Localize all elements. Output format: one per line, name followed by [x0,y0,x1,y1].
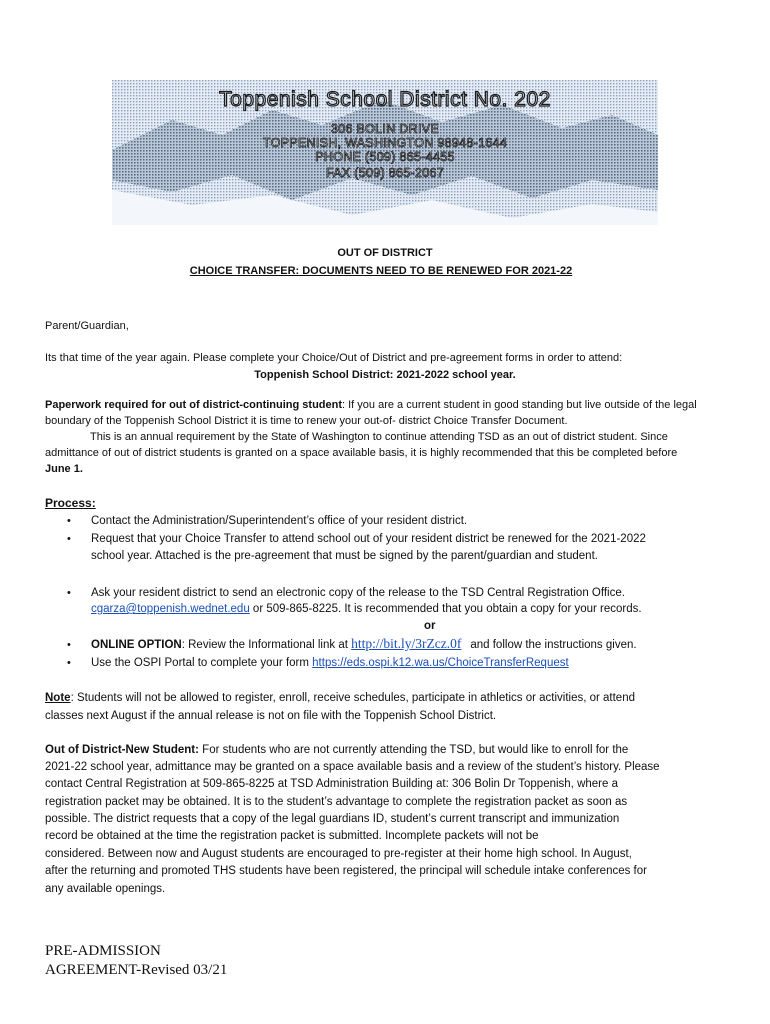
new-student-line8: after the returning and promoted THS students have been registered, the principal will schedule intake conferences for [45,865,647,877]
new-student-line6: record be obtained at the time the registration packet is submitted. Incomplete packets will not be [45,830,539,842]
bullet-icon: • [67,533,71,545]
continuing-label: Paperwork required for out of district-continuing student [45,399,343,411]
new-student-line4: registration packet may be obtained. It is to the student’s advantage to complete the registration packet as soon as [45,796,628,808]
new-student-text: For students who are not currently attending the TSD, but would like to enroll for the [198,744,629,756]
heading-line1: OUT OF DISTRICT [337,247,433,259]
online-option-label: ONLINE OPTION [91,639,182,651]
email-link[interactable]: cgarza@toppenish.wednet.edu [91,603,250,615]
new-student-line9: any available openings. [45,883,166,895]
footer-line2: AGREEMENT-Revised 03/21 [45,962,228,978]
new-student-line2: 2021-22 school year, admittance may be granted on a space available basis and a review of the student’s history. Please [45,761,660,773]
new-student-label: Out of District-New Student: [45,744,199,756]
note-text: : Students will not be allowed to register, enroll, receive schedules, participate in athletics or activities, or attend [70,692,635,704]
district-address-street: 306 BOLIN DRIVE [330,122,439,136]
process-item3-rest: or 509-865-8225. It is recommended that you obtain a copy for your records. [249,603,642,615]
greeting: Parent/Guardian, [45,320,129,332]
letterhead [112,80,658,225]
ospi-portal-link[interactable]: https://eds.ospi.k12.wa.us/ChoiceTransferRequest [312,657,569,669]
process-item1: Contact the Administration/Superintendent’s office of your resident district. [91,515,468,527]
continuing-line5: June 1. [45,463,83,475]
new-student-line5: possible. The district requests that a copy of the legal guardians ID, student’s current transcript and immunization [45,813,620,825]
process-item2-line1: Request that your Choice Transfer to attend school out of your resident district be renewed for the 2021-2022 [91,533,646,545]
continuing-line4: admittance of out of district students is granted on a space available basis, it is highly recommended that this be completed before [45,447,678,459]
informational-link[interactable]: http://bit.ly/3rZcz.0f [351,636,462,651]
online-option-rest: and follow the instructions given. [470,639,637,651]
process-item2-line2: school year. Attached is the pre-agreement that must be signed by the parent/guardian and student. [91,550,598,562]
new-student-line7: considered. Between now and August students are encouraged to pre-register at their home high school. In August, [45,848,632,860]
online-option-text: : Review the Informational link at [181,639,352,651]
process-item3-line1: Ask your resident district to send an electronic copy of the release to the TSD Central Registration Office. [91,587,625,599]
process-label: Process: [45,496,96,510]
ospi-text: Use the OSPI Portal to complete your form [91,657,313,669]
bullet-icon: • [67,515,71,527]
district-fax: FAX (509) 865-2067 [326,166,444,180]
district-phone: PHONE (509) 865-4455 [315,150,455,164]
note-line1 [45,690,635,707]
continuing-text: : If you are a current student in good standing but live outside of the legal [342,399,697,411]
note-line2: classes next August if the annual release is not on file with the Toppenish School District. [45,710,497,722]
heading-line2: CHOICE TRANSFER: DOCUMENTS NEED TO BE RENEWED FOR 2021-22 [189,265,573,277]
intro-line1: Its that time of the year again. Please complete your Choice/Out of District and pre-agreement forms in order to attend: [45,352,623,364]
continuing-line1 [45,397,697,414]
or-label: or [424,620,436,632]
note-label: Note [45,692,71,704]
district-name: Toppenish School District No. 202 [219,88,551,111]
new-student-line1 [45,742,628,759]
footer-line1: PRE-ADMISSION [45,943,161,959]
bullet-icon: • [67,587,71,599]
intro-line2: Toppenish School District: 2021-2022 school year. [254,369,516,381]
bullet-icon: • [67,639,71,651]
bullet-icon: • [67,657,71,669]
online-option-line [91,635,637,654]
continuing-line2: boundary of the Toppenish School District it is time to renew your out-of- district Choice Transfer Document. [45,415,568,427]
continuing-line3: This is an annual requirement by the State of Washington to continue attending TSD as an out of district student. Since [90,431,668,443]
process-item3-line2 [91,601,642,618]
ospi-line [91,655,569,672]
district-address-city: TOPPENISH, WASHINGTON 98948-1644 [262,136,508,150]
new-student-line3: contact Central Registration at 509-865-8225 at TSD Administration Building at: 306 Bolin Dr Toppenish, where a [45,778,618,790]
